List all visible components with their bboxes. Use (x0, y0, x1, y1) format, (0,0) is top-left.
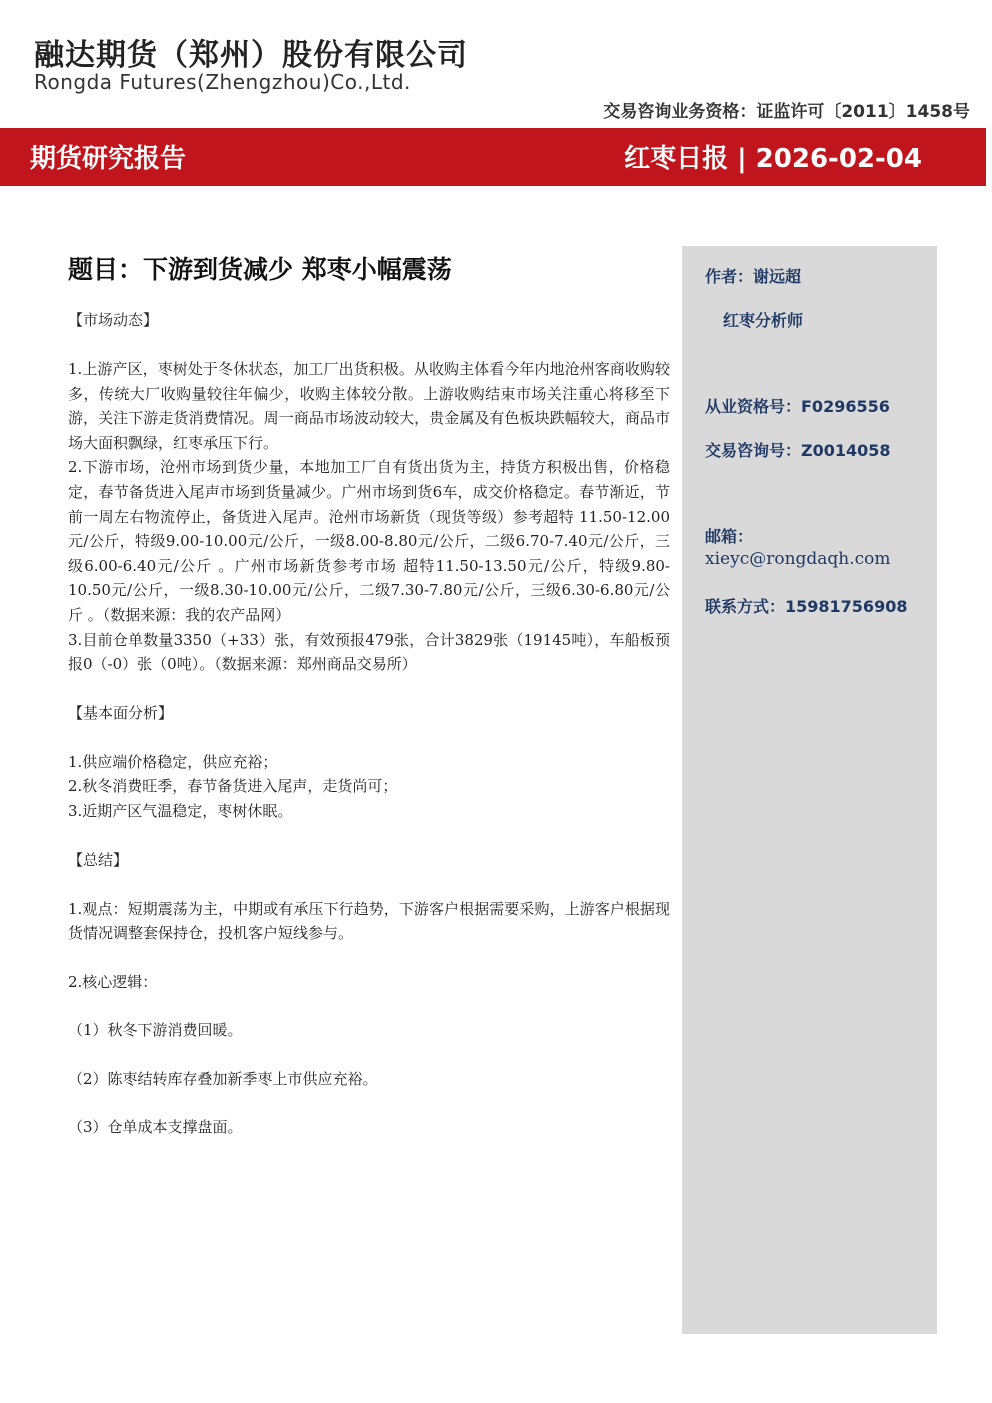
report-body (68, 250, 670, 1140)
summary-paragraph: 1.观点：短期震荡为主，中期或有承压下行趋势，下游客户根据需要采购，上游客户根据现货情况调整套保持仓，投机客户短线参与。 (68, 899, 670, 943)
author-name: 作者：谢远超 (705, 267, 802, 286)
email-address[interactable]: xieyc@rongdaqh.com (705, 549, 891, 569)
report-title: 题目：下游到货减少 郑枣小幅震荡 (68, 255, 452, 284)
banner-report-date: 红枣日报 | 2026-02-04 (624, 144, 922, 174)
summary-paragraph: 2.核心逻辑： (68, 972, 158, 991)
company-name-cn: 融达期货（郑州）股份有限公司 (34, 38, 468, 73)
consult-number: 交易咨询号：Z0014058 (705, 441, 891, 460)
section-heading-market: 【市场动态】 (68, 311, 159, 329)
phone-number: 联系方式：15981756908 (705, 597, 908, 616)
logic-item: （2）陈枣结转库存叠加新季枣上市供应充裕。 (68, 1069, 378, 1088)
banner-report-type: 期货研究报告 (30, 144, 187, 174)
report-banner (0, 128, 986, 186)
email-label: 邮箱： (705, 527, 754, 546)
license-text: 交易咨询业务资格：证监许可〔2011〕1458号 (603, 102, 970, 122)
author-role: 红枣分析师 (723, 311, 804, 330)
company-name-en: Rongda Futures(Zhengzhou)Co.,Ltd. (34, 70, 411, 94)
fundamental-item: 1.供应端价格稳定，供应充裕； (68, 752, 278, 771)
qualification-number: 从业资格号：F0296556 (705, 397, 890, 416)
fundamental-item: 2.秋冬消费旺季，春节备货进入尾声，走货尚可； (68, 777, 398, 796)
fundamental-item: 3.近期产区气温稳定，枣树休眠。 (68, 801, 293, 820)
logic-item: （3）仓单成本支撑盘面。 (68, 1118, 243, 1137)
logic-item: （1）秋冬下游消费回暖。 (68, 1021, 243, 1040)
market-paragraph: 1.上游产区，枣树处于冬休状态，加工厂出货积极。从收购主体看今年内地沧州客商收购较多，传统大厂收购量较往年偏少，收购主体较分散。上游收购结束市场关注重心将移至下游，关注下游走货消费情况。周一商品市场波动较大，贵金属及有色板块跌幅较大，商品市场大面积飘绿，红枣承压下行。 (68, 360, 670, 452)
market-paragraph: 2.下游市场，沧州市场到货少量，本地加工厂自有货出货为主，持货方积极出售，价格稳定，春节备货进入尾声市场到货量减少。广州市场到货6车，成交价格稳定。春节渐近，节前一周左右物流停止，备货进入尾声。沧州市场新货（现货等级）参考超特 11.50-12.00元/公斤，特级9.00-10.00元/公斤，一级8.00-8.80元/公斤，二级6.70-7.40元/公斤，三级6.00-6.40元/公斤 。广州市场新货参考市场 超特11.50-13.50元/公斤，特级9.80-10.50元/公斤，一级8.30-10.00元/公斤，二级7.30-7.80元/公斤，三级6.30-6.80元/公斤 。（数据来源：我的农产品网） (68, 458, 670, 624)
section-heading-summary: 【总结】 (68, 850, 129, 869)
market-paragraph: 3.目前仓单数量3350（+33）张，有效预报479张，合计3829张（19145吨），车船板预报0（-0）张（0吨）。（数据来源：郑州商品交易所） (68, 630, 670, 674)
author-sidebar (682, 246, 937, 1334)
section-heading-fundamental: 【基本面分析】 (68, 703, 174, 722)
